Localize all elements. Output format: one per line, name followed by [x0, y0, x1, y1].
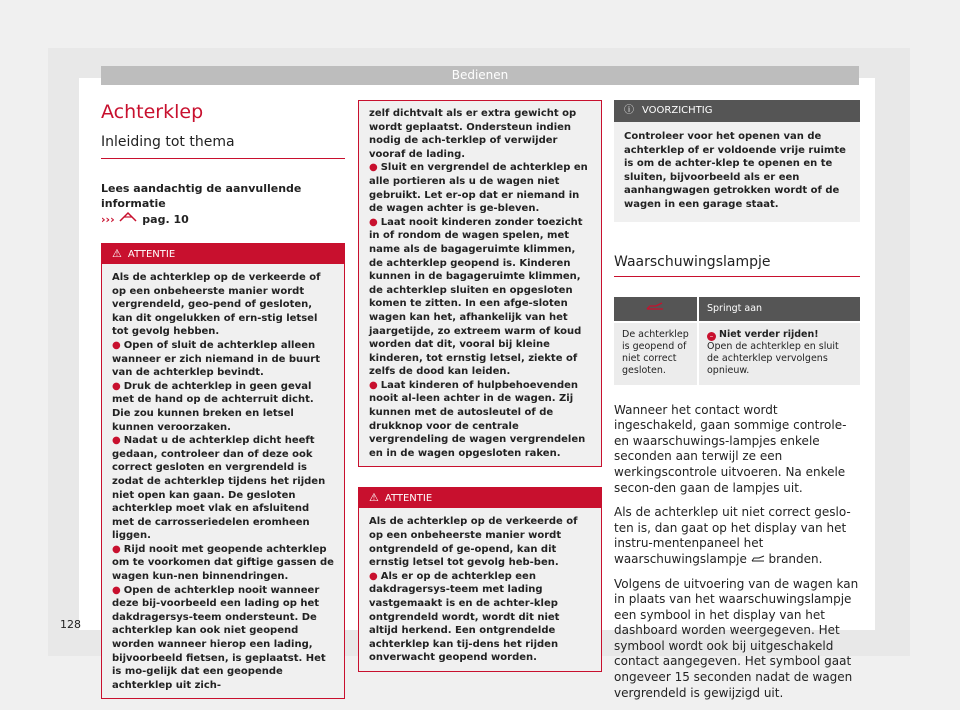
list-item: ● Laat kinderen of hulpbehoevenden nooit al-leen achter in de wagen. Zij kunnen met de autosleutel of de drukknop voor de centrale vergrendeling de wagen vergrendelen en in de wagen opgesloten raken.: [369, 379, 586, 459]
list-item: ● Rijd nooit met geopende achterklep om te voorkomen dat giftige gassen de wagen kun-nen binnendringen.: [112, 543, 334, 583]
intro-text: [101, 181, 345, 227]
action-bold: Niet verder rijden!: [719, 328, 819, 340]
continuation-paragraph: zelf dichtvalt als er extra gewicht op wordt geplaatst. Ondersteun indien nodig de ach-terklep of verwijder vooraf de lading.: [369, 108, 577, 160]
warning-box-2: [358, 487, 602, 672]
intro-page-link[interactable]: pag. 10: [142, 213, 189, 226]
warning-header-2: [359, 488, 601, 508]
action-text: Open de achterklep en sluit de achterklep vervolgens opnieuw.: [707, 340, 839, 376]
section-title-warning-light: Waarschuwingslampje: [614, 254, 860, 277]
page-number: 128: [60, 618, 81, 631]
column-2: [358, 100, 602, 672]
warning-continuation-box: [358, 100, 602, 467]
warning-paragraph-2: Als de achterklep op de verkeerde of op een onbeheerste manier wordt ontgrendeld of ge-opend, kan dit ernstig letsel tot gevolg heb-ben.: [369, 516, 578, 569]
section-header: Bedienen: [101, 66, 859, 85]
car-tailgate-open-icon: [646, 302, 664, 312]
warning-continuation-body: [359, 101, 601, 466]
column-1: [101, 100, 345, 699]
warning-label-1: ATTENTIE: [127, 249, 176, 260]
table-cell-action: [698, 322, 860, 385]
bullet-icon: ●: [369, 570, 378, 582]
list-item: ● Nadat u de achterklep dicht heeft gedaan, controleer dan of deze ook correct gesloten en vergrendeld is zodat de achterklep tijdens het rijden niet open kan gaan. De gesloten achterklep moet vlak en afsluitend met de carrosseriedelen eromheen liggen.: [112, 435, 326, 542]
paragraph: Wanneer het contact wordt ingeschakeld, gaan sommige controle- en waarschuwings-lampjes enkele seconden aan terwijl ze een werkingscontrole uitvoeren. Na enkele secon-den gaan de lampjes uit.: [614, 402, 847, 495]
warning-light-table: [614, 297, 860, 385]
title-block: [101, 100, 345, 159]
bullet-icon: ●: [369, 216, 378, 228]
bullet-icon: ●: [112, 543, 121, 555]
table-header-icon: [614, 297, 698, 322]
paragraph: Volgens de uitvoering van de wagen kan in plaats van het waarschuwingslampje een symbool in het display van het dashboard worden weergegeven. Het symbool wordt ook bij uitgeschakeld contact aangegeven. Het symbool gaat ongeveer 15 seconden nadat de wagen vergrendeld is gewijzigd uit.: [614, 576, 859, 700]
warning-triangle-icon: ⚠: [369, 491, 379, 505]
column-3: [614, 100, 860, 710]
list-item: ● Laat nooit kinderen zonder toezicht in of rondom de wagen spelen, met name als de bagageruimte klimmen, de achterklep geopend is. Kinderen kunnen in de bagageruimte klimmen, de achterklep sluiten en opgesloten komen te zitten. In een afge-sloten wagen kan het, afhankelijk van het jaargetijde, zo extreem warm of koud worden dat dit, vooral bij kleine kinderen, tot ernstig letsel, ziekte of zelfs de dood kan leiden.: [369, 216, 583, 378]
list-item: ● Open of sluit de achterklep alleen wanneer er zich niemand in de buurt van de achterklep bevindt.: [112, 339, 320, 379]
bullet-icon: ●: [369, 379, 378, 391]
book-icon: [118, 213, 142, 226]
warning-header-1: [102, 244, 344, 264]
page-title: Achterklep: [101, 101, 204, 123]
warning-triangle-icon: ⚠: [112, 247, 122, 260]
table-row: [614, 322, 860, 385]
warning-box-1: [101, 243, 345, 699]
caution-header: [614, 100, 860, 122]
info-circle-icon: ⓘ: [624, 105, 634, 116]
bullet-icon: ●: [112, 584, 121, 596]
bullet-icon: ●: [112, 339, 121, 351]
warning-paragraph-1: Als de achterklep op de verkeerde of op een onbeheerste manier wordt vergrendeld, geo-pend of gesloten, kan dit ongelukken of ern-stig letsel tot gevolg hebben.: [112, 272, 321, 338]
table-header-springt-aan: Springt aan: [698, 297, 860, 322]
caution-box: [614, 100, 860, 222]
list-item: ● Open de achterklep nooit wanneer deze bij-voorbeeld een lading op het dakdragersys-teem ondersteunt. De achterklep kan ook niet geopend worden wanneer hierop een lading, bijvoorbeeld fietsen, is geplaatst. Het is mo-gelijk dat een geopende achterklep uit zich-: [112, 584, 326, 691]
intro-arrows: ›››: [101, 213, 115, 226]
bullet-icon: ●: [369, 162, 378, 174]
caution-text: Controleer voor het openen van de achterklep of er voldoende vrije ruimte is om de achter-klep te openen en te sluiten, bijvoorbeeld als er een aanhangwagen getrokken wordt of de wagen in een garage staat.: [624, 131, 846, 210]
table-header-row: [614, 297, 860, 322]
page-subtitle: Inleiding tot thema: [101, 134, 235, 150]
paragraph: Als de achterklep uit niet correct geslo-ten is, dan gaat op het display van het instru-mentenpaneel het waarschuwingslampje branden.: [614, 505, 851, 566]
bullet-icon: ●: [112, 380, 121, 392]
bullet-icon: ●: [112, 435, 121, 447]
list-item: ● Sluit en vergrendel de achterklep en alle portieren als u de wagen niet gebruikt. Let er-op dat er niemand in de wagen achter is ge-bleven.: [369, 162, 588, 215]
list-item: ● Druk de achterklep in geen geval met de hand op de achterruit dicht. Die zou kunnen breken en letsel kunnen veroorzaken.: [112, 380, 314, 433]
warning-label-2: ATTENTIE: [384, 493, 433, 505]
caution-label: VOORZICHTIG: [642, 105, 713, 116]
intro-line: Lees aandachtig de aanvullende informatie: [101, 182, 302, 210]
list-item: ● Als er op de achterklep een dakdragersys-teem met lading vastgemaakt is en de achter-klep ontgrendeld wordt, wordt dit niet altijd herkend. Een ontgrendelde achterklep kan tij-dens het rijden onverwacht geopend worden.: [369, 570, 560, 664]
table-cell-condition: De achterklep is geopend of niet correct gesloten.: [614, 322, 698, 385]
stop-icon: –: [707, 332, 716, 341]
warning-body-2: [359, 508, 601, 671]
warning-body-1: [102, 264, 344, 698]
car-tailgate-open-icon: [751, 555, 765, 563]
body-text: [614, 403, 860, 702]
